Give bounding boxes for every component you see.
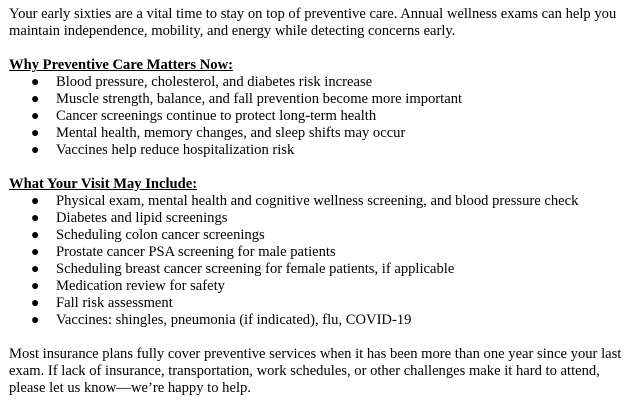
why-preventive-care-list — [9, 74, 639, 159]
bullet-icon: ● — [31, 279, 40, 294]
list-item: ● Fall risk assessment — [31, 295, 173, 311]
bullet-icon: ● — [31, 143, 40, 158]
outro-paragraph: Most insurance plans fully cover preventive services when it has been more than one year since your last exam. If lack of insurance, transportation, work schedules, or other challenges make it hard to attend, please let us know—we’re happy to help. — [9, 346, 622, 396]
bullet-icon: ● — [31, 75, 40, 90]
bullet-icon: ● — [31, 262, 40, 277]
list-item: ● Muscle strength, balance, and fall prevention become more important — [31, 91, 463, 107]
list-item: ● Medication review for safety — [31, 278, 225, 294]
list-item: ● Vaccines help reduce hospitalization risk — [31, 142, 295, 158]
visit-includes-list — [9, 193, 639, 329]
bullet-icon: ● — [31, 211, 40, 226]
bullet-icon: ● — [31, 296, 40, 311]
list-item: ● Cancer screenings continue to protect long-term health — [31, 108, 377, 124]
list-item: ● Prostate cancer PSA screening for male patients — [31, 244, 336, 260]
bullet-icon: ● — [31, 126, 40, 141]
list-item: ● Blood pressure, cholesterol, and diabetes risk increase — [31, 74, 373, 90]
list-item: ● Diabetes and lipid screenings — [31, 210, 228, 226]
list-item: ● Scheduling breast cancer screening for female patients, if applicable — [31, 261, 455, 277]
list-item: ● Scheduling colon cancer screenings — [31, 227, 265, 243]
intro-paragraph: Your early sixties are a vital time to stay on top of preventive care. Annual wellness exams can help you maintain independence, mobility, and energy while detecting concerns early. — [9, 6, 617, 39]
bullet-icon: ● — [31, 245, 40, 260]
list-item: ● Physical exam, mental health and cognitive wellness screening, and blood pressure check — [31, 193, 579, 209]
list-item: ● Vaccines: shingles, pneumonia (if indicated), flu, COVID-19 — [31, 312, 412, 328]
section-heading-why-preventive-care: Why Preventive Care Matters Now: — [9, 57, 233, 73]
section-heading-visit-includes: What Your Visit May Include: — [9, 176, 198, 192]
bullet-icon: ● — [31, 313, 40, 328]
bullet-icon: ● — [31, 194, 40, 209]
bullet-icon: ● — [31, 109, 40, 124]
list-item: ● Mental health, memory changes, and sleep shifts may occur — [31, 125, 406, 141]
bullet-icon: ● — [31, 92, 40, 107]
bullet-icon: ● — [31, 228, 40, 243]
